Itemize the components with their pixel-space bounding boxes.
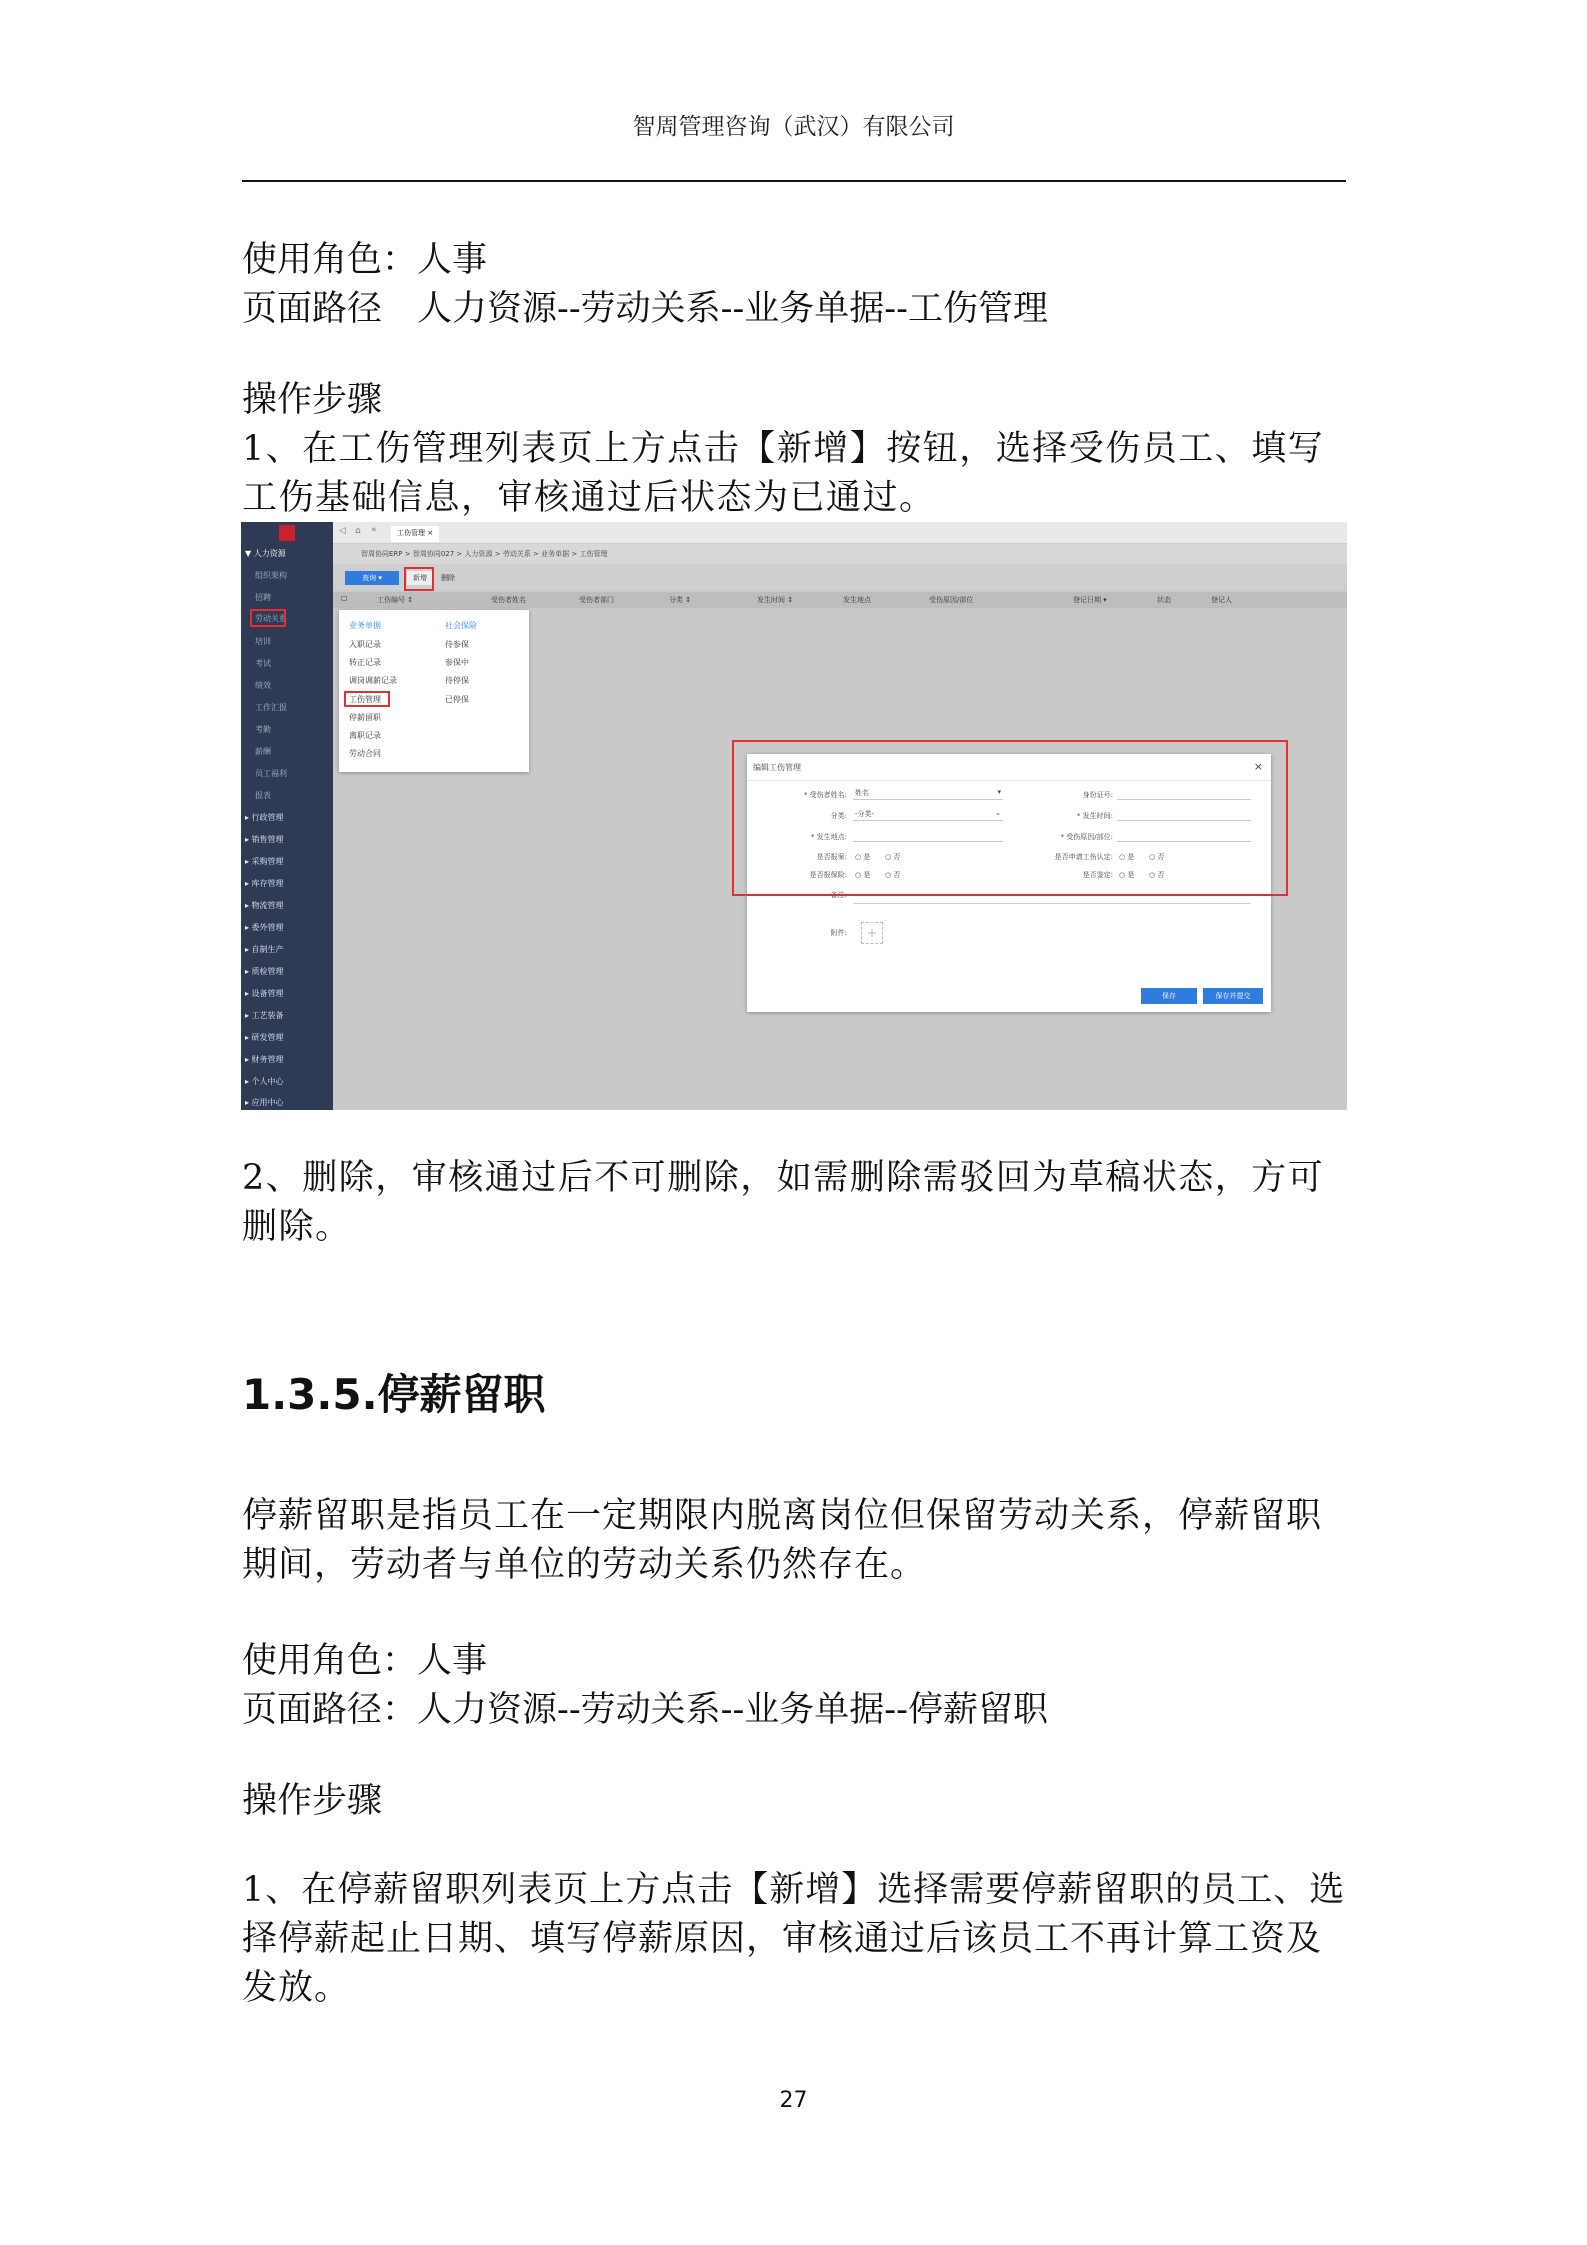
modal-title: 编辑工伤管理 xyxy=(753,763,801,772)
sidebar-sub[interactable]: 劳动关系 xyxy=(255,614,287,623)
breadcrumb: 智周协同ERP > 智周协同027 > 人力资源 > 劳动关系 > 业务单据 > 工伤管理 xyxy=(333,544,1347,564)
id-label: 身份证号: xyxy=(1082,791,1113,799)
appraisal-label: 是否鉴定: xyxy=(1082,871,1113,879)
sidebar-sub[interactable]: 薪酬 xyxy=(255,747,271,756)
injured-name-label: * 受伤者姓名: xyxy=(803,791,847,799)
toolbar xyxy=(333,564,1347,590)
menu-item[interactable]: 离职记录 xyxy=(349,731,381,740)
highlight-add xyxy=(404,567,434,591)
sidebar-top[interactable]: ▼ 人力资源 xyxy=(245,549,286,558)
insured-yes-radio[interactable]: ○ 是 xyxy=(855,871,871,879)
category-value: -分类- xyxy=(855,810,875,818)
menu-item[interactable]: 待停保 xyxy=(445,676,469,685)
menu-item[interactable]: 待参保 xyxy=(445,640,469,649)
home-icon[interactable]: ⌂ xyxy=(355,526,361,536)
query-label: 查询 xyxy=(362,574,377,582)
role-line-2: 使用角色：人事 xyxy=(242,1641,488,1681)
chevron-down-icon: ⌄ xyxy=(995,809,1001,817)
close-icon[interactable]: × xyxy=(1253,760,1263,773)
sidebar-sub[interactable]: 工作汇报 xyxy=(255,703,287,712)
checkbox-all[interactable]: ☐ xyxy=(341,595,348,603)
sidebar-group[interactable]: ▸ 工艺装备 xyxy=(245,1011,284,1020)
sidebar-group[interactable]: ▸ 个人中心 xyxy=(245,1077,284,1086)
sidebar-group[interactable]: ▸ 采购管理 xyxy=(245,857,284,866)
path-line-2: 页面路径：人力资源--劳动关系--业务单据--停薪留职 xyxy=(242,1690,1048,1730)
appraisal-yes-radio[interactable]: ○ 是 xyxy=(1119,871,1135,879)
app-logo xyxy=(279,525,295,541)
sidebar-group[interactable]: ▸ 库存管理 xyxy=(245,879,284,888)
column-header[interactable]: 分类 ↕ xyxy=(669,596,692,604)
add-button[interactable]: 新增 xyxy=(407,571,433,585)
menu-item[interactable]: 停薪留职 xyxy=(349,713,381,722)
insured-no-radio[interactable]: ○ 否 xyxy=(885,871,901,879)
save-submit-button[interactable]: 保存并提交 xyxy=(1203,988,1263,1004)
header-rule xyxy=(242,180,1346,182)
path-line: 页面路径 人力资源--劳动关系--业务单据--工伤管理 xyxy=(242,289,1048,329)
chevron-down-icon: ▾ xyxy=(997,788,1001,796)
column-header[interactable]: 发生时间 ↕ xyxy=(757,596,794,604)
section-number: 1.3.5. xyxy=(242,1370,378,1419)
sidebar-sub[interactable]: 考勤 xyxy=(255,725,271,734)
menu-item-gongshang[interactable]: 工伤管理 xyxy=(349,695,381,704)
section-heading xyxy=(242,1362,546,1422)
sidebar-sub[interactable]: 培训 xyxy=(255,637,271,646)
header-company: 智周管理咨询（武汉）有限公司 xyxy=(632,114,955,140)
menu-heading: 社会保险 xyxy=(445,621,477,630)
sidebar-sub[interactable]: 组织架构 xyxy=(255,571,287,580)
column-header[interactable]: 登记日期 ▾ xyxy=(1073,596,1107,604)
sidebar-sub[interactable]: 招聘 xyxy=(255,593,271,602)
menu-item[interactable]: 调岗调薪记录 xyxy=(349,676,397,685)
sidebar-group[interactable]: ▸ 自制生产 xyxy=(245,945,284,954)
sidebar-sub[interactable]: 员工福利 xyxy=(255,769,287,778)
menu-item[interactable]: 入职记录 xyxy=(349,640,381,649)
filed-label: 是否申请工伤认定: xyxy=(1054,853,1113,861)
collapse-icon[interactable]: « xyxy=(371,525,377,535)
section-title: 停薪留职 xyxy=(377,1370,546,1419)
police-label: 是否报案: xyxy=(816,853,847,861)
sidebar-group[interactable]: ▸ 委外管理 xyxy=(245,923,284,932)
place-label: * 发生地点: xyxy=(810,833,847,841)
dropdown-menu xyxy=(339,610,529,772)
intro-paragraph: 停薪留职是指员工在一定期限内脱离岗位但保留劳动关系，停薪留职期间，劳动者与单位的劳动关系仍然存在。 xyxy=(242,1496,1323,1585)
attach-label: 附件: xyxy=(830,929,847,937)
injured-name-value: 姓名 xyxy=(855,789,869,797)
sidebar-sub[interactable]: 报表 xyxy=(255,791,271,800)
column-header[interactable]: 受伤者部门 xyxy=(579,596,614,604)
attach-upload[interactable]: + xyxy=(861,922,883,944)
back-icon[interactable]: ◁ xyxy=(339,526,346,536)
police-yes-radio[interactable]: ○ 是 xyxy=(855,853,871,861)
menu-item[interactable]: 劳动合同 xyxy=(349,749,381,758)
sidebar-sub[interactable]: 考试 xyxy=(255,659,271,668)
page-number: 27 xyxy=(779,2088,808,2113)
steps-heading: 操作步骤 xyxy=(242,380,383,420)
role-line: 使用角色：人事 xyxy=(242,240,488,280)
column-header[interactable]: 登记人 xyxy=(1211,596,1232,604)
menu-item[interactable]: 转正记录 xyxy=(349,658,381,667)
filed-yes-radio[interactable]: ○ 是 xyxy=(1119,853,1135,861)
save-button[interactable]: 保存 xyxy=(1141,988,1197,1004)
sidebar-group[interactable]: ▸ 设备管理 xyxy=(245,989,284,998)
tab-gongshang[interactable]: 工伤管理 × xyxy=(391,526,439,542)
filed-no-radio[interactable]: ○ 否 xyxy=(1149,853,1165,861)
sidebar-group[interactable]: ▸ 财务管理 xyxy=(245,1055,284,1064)
tab-label: 工伤管理 xyxy=(397,529,425,537)
step-1: 1、在工伤管理列表页上方点击【新增】按钮，选择受伤员工、填写工伤基础信息，审核通过后状态为已通过。 xyxy=(242,429,1325,518)
time-label: * 发生时间: xyxy=(1076,812,1113,820)
sidebar-group[interactable]: ▸ 物流管理 xyxy=(245,901,284,910)
table-header xyxy=(333,592,1347,608)
reason-label: * 受伤原因/部位: xyxy=(1060,833,1113,841)
sidebar-group[interactable]: ▸ 研发管理 xyxy=(245,1033,284,1042)
sidebar-group[interactable]: ▸ 质检管理 xyxy=(245,967,284,976)
sidebar-group[interactable]: ▸ 应用中心 xyxy=(245,1098,284,1107)
menu-item[interactable]: 参保中 xyxy=(445,658,469,667)
highlight-form xyxy=(732,740,1288,896)
police-no-radio[interactable]: ○ 否 xyxy=(885,853,901,861)
category-label: 分类: xyxy=(830,812,847,820)
column-header[interactable]: 工伤编号 ↕ xyxy=(377,596,414,604)
step-2: 2、删除，审核通过后不可删除，如需删除需驳回为草稿状态，方可删除。 xyxy=(242,1158,1325,1247)
menu-heading: 业务单据 xyxy=(349,621,381,630)
sidebar-group[interactable]: ▸ 销售管理 xyxy=(245,835,284,844)
column-header[interactable]: 受伤者姓名 xyxy=(491,596,526,604)
step-1-b: 1、在停薪留职列表页上方点击【新增】选择需要停薪留职的员工、选择停薪起止日期、填写停薪原因，审核通过后该员工不再计算工资及发放。 xyxy=(242,1870,1346,2008)
highlight-menu-item xyxy=(344,691,390,707)
embedded-screenshot xyxy=(241,522,1347,1110)
sidebar-group[interactable]: ▸ 行政管理 xyxy=(245,813,284,822)
tab-bar xyxy=(333,522,1347,544)
sidebar-sub[interactable]: 绩效 xyxy=(255,681,271,690)
delete-button[interactable]: 删除 xyxy=(441,574,455,582)
insured-label: 是否报保险: xyxy=(809,871,847,879)
column-header[interactable]: 发生地点 xyxy=(843,596,871,604)
appraisal-no-radio[interactable]: ○ 否 xyxy=(1149,871,1165,879)
menu-item[interactable]: 已停保 xyxy=(445,695,469,704)
column-header[interactable]: 受伤原因/部位 xyxy=(929,596,974,604)
remark-label: 备注: xyxy=(830,891,847,899)
column-header[interactable]: 状态 xyxy=(1157,596,1171,604)
highlight-sidebar xyxy=(250,609,286,627)
steps-heading-2: 操作步骤 xyxy=(242,1781,383,1821)
query-button[interactable]: 查询 ▾ xyxy=(345,571,399,585)
